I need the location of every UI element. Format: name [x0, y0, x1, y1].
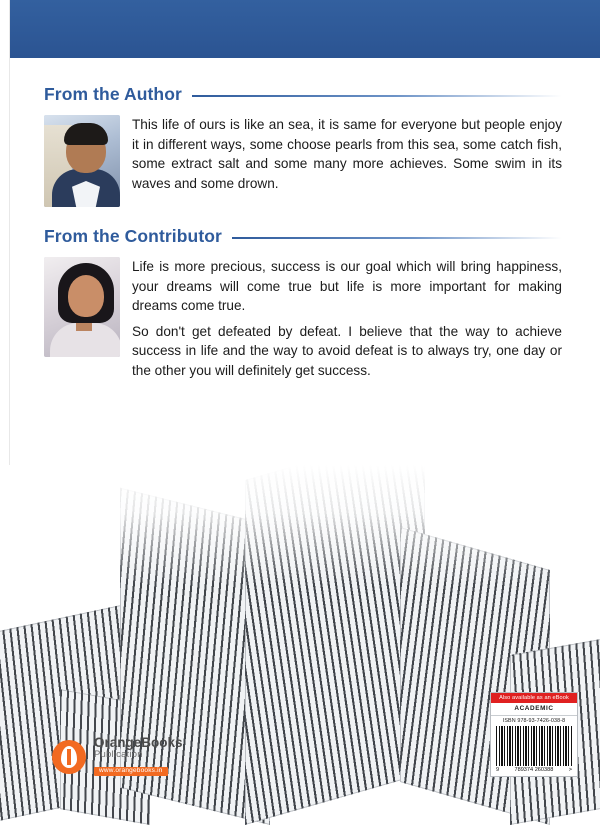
section-body	[44, 115, 562, 207]
section-header	[44, 84, 562, 105]
contributor-photo-face	[68, 275, 104, 317]
contributor-text-block	[132, 257, 562, 380]
section-from-the-contributor	[44, 226, 562, 380]
publisher-text	[94, 736, 183, 777]
isbn-number	[491, 716, 577, 725]
contributor-paragraph-2: So don't get defeated by defeat. I believe that the way to achieve success in life and the way to avoid defeat is to always try, one day or the other you will definitely get success.	[132, 323, 562, 378]
cover-content	[0, 58, 600, 825]
author-paragraph: This life of ours is like an sea, it is same for everyone but people enjoy it in different ways, some choose pearls from this sea, some catch fish, some extract salt and some many more achieves. Some swim in its waves and some drown.	[132, 117, 562, 191]
publisher-website: www.orangebooks.in	[94, 767, 168, 776]
publisher-subtitle: Publication	[94, 749, 143, 761]
publisher-name: OrangeBooks	[94, 735, 183, 751]
section-divider-rule	[192, 95, 562, 97]
section-body	[44, 257, 562, 380]
isbn-label: ISBN	[502, 718, 516, 724]
author-photo-hair	[64, 123, 108, 145]
barcode-digits	[491, 766, 577, 776]
ebook-note: Also available as an eBook	[491, 693, 577, 703]
barcode-left-digit: 9	[496, 767, 500, 773]
contributor-paragraph-1: Life is more precious, success is our goal which will bring happiness, your dreams will come true but life is more important for making dreams come true.	[132, 259, 562, 313]
top-color-band-gradient	[0, 0, 600, 58]
isbn-barcode-block	[490, 692, 578, 777]
top-color-band	[0, 0, 600, 58]
section-title-author: From the Author	[44, 84, 182, 104]
section-header	[44, 226, 562, 247]
section-divider-rule	[232, 237, 562, 239]
category-label: ACADEMIC	[491, 703, 577, 716]
author-text-block	[132, 115, 562, 193]
barcode-stripes	[496, 726, 572, 766]
section-title-contributor: From the Contributor	[44, 226, 222, 246]
orangebooks-flame-icon	[52, 740, 86, 774]
image-top-fade	[0, 465, 600, 585]
author-photo	[44, 115, 120, 207]
section-from-the-author	[44, 84, 562, 207]
contributor-photo	[44, 257, 120, 357]
publisher-logo	[52, 736, 183, 777]
isbn-value: 978-93-7426-038-8	[517, 718, 566, 724]
barcode-main-digits: 789374 260388	[514, 767, 554, 773]
barcode-right-digit: >	[568, 767, 572, 773]
